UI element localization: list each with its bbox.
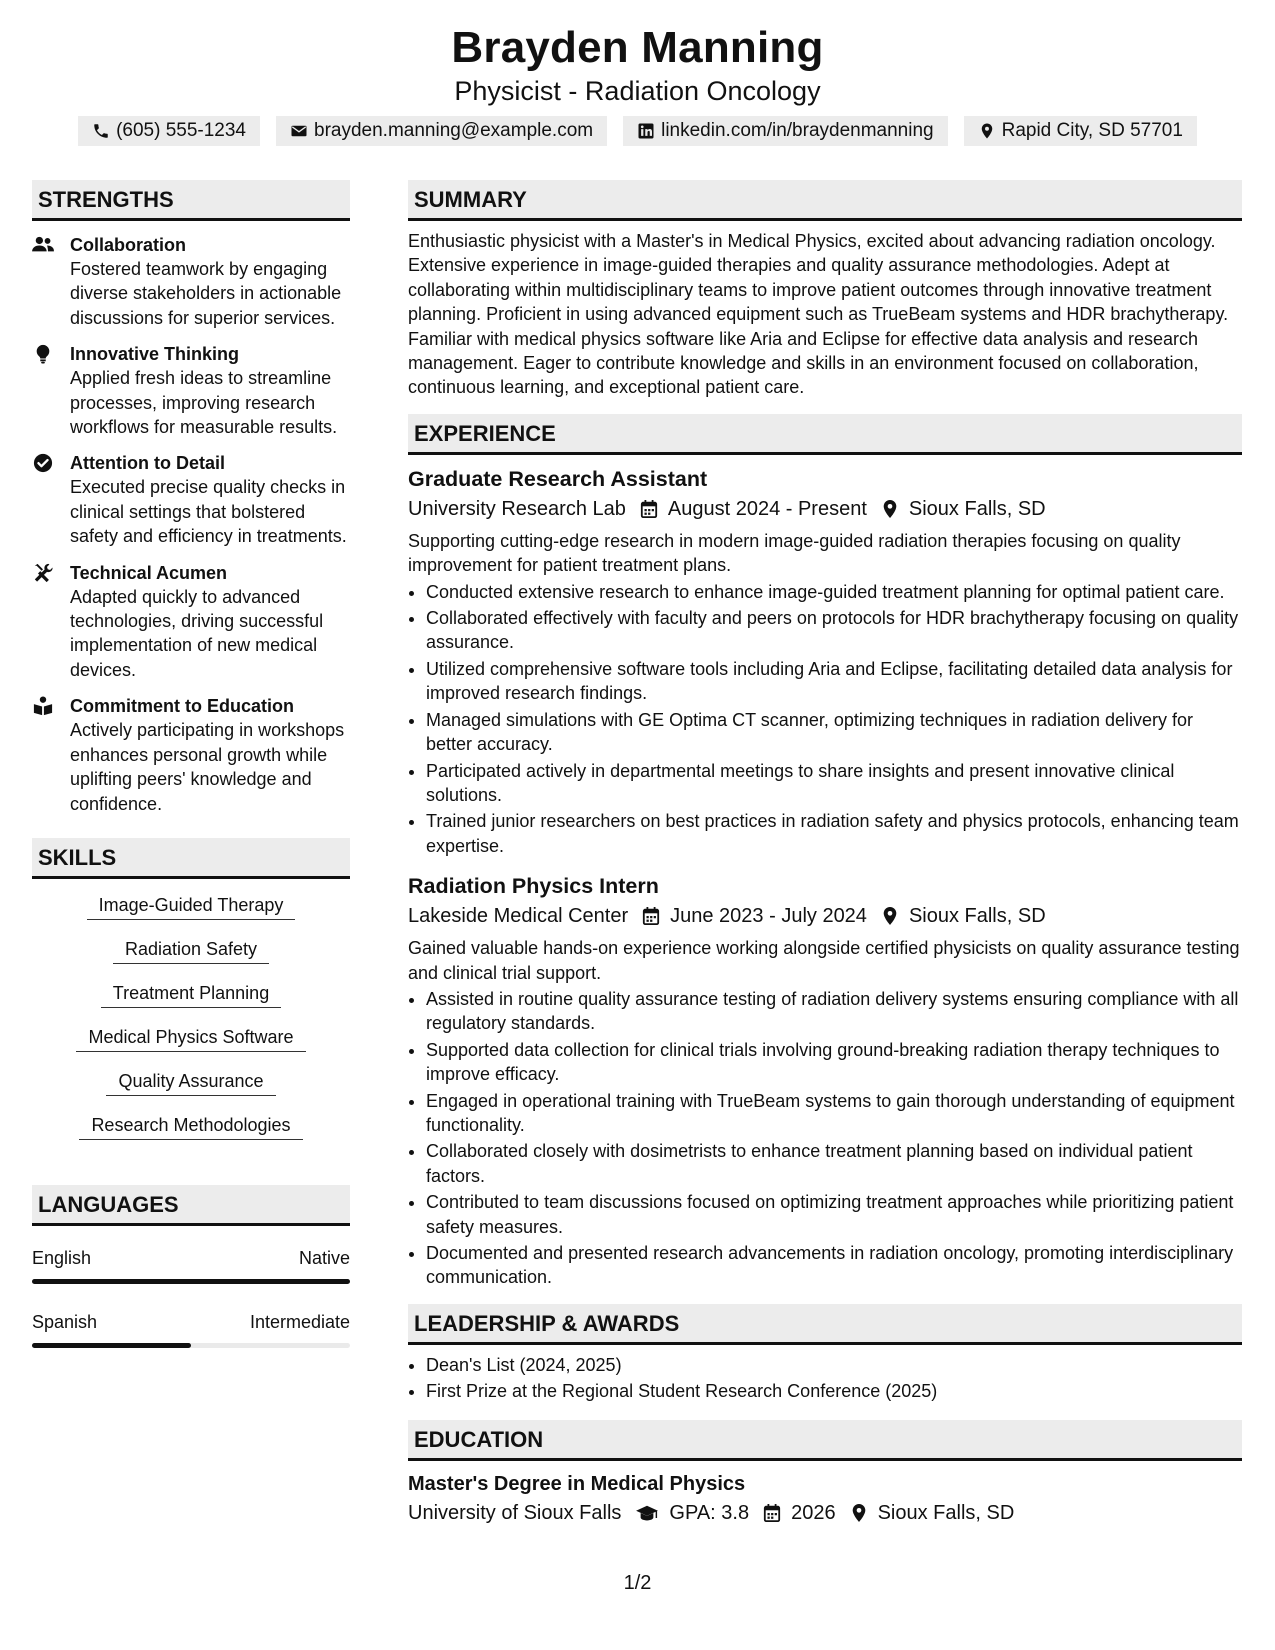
education-meta bbox=[408, 1499, 1242, 1527]
graduation-cap-icon bbox=[635, 1503, 659, 1523]
language-name: Spanish bbox=[32, 1311, 98, 1332]
job-bullet: • Engaged in operational training with TrueBeam systems to gain thorough understanding of equipment functionality. bbox=[426, 1089, 1242, 1138]
language-level: Native bbox=[298, 1247, 350, 1268]
strength-title: Commitment to Education bbox=[70, 696, 294, 717]
strength-title: Innovative Thinking bbox=[70, 344, 240, 365]
language-level: Intermediate bbox=[249, 1311, 350, 1332]
strength-desc: Executed precise quality checks in clinical settings that bolstered safety and efficiency in treatments. bbox=[70, 477, 347, 547]
contact-email-text: brayden.manning@example.com bbox=[314, 120, 594, 141]
candidate-title: Physicist - Radiation Oncology bbox=[454, 76, 821, 106]
page-number: 1/2 bbox=[623, 1572, 652, 1594]
contact-email[interactable] bbox=[276, 116, 607, 146]
contact-phone[interactable] bbox=[78, 116, 260, 146]
job-entry bbox=[408, 465, 1242, 858]
skill-tag: Quality Assurance bbox=[106, 1063, 275, 1096]
strength-desc: Adapted quickly to advanced technologies, driving successful implementation of new medical devices. bbox=[70, 586, 324, 680]
skills-list bbox=[32, 879, 350, 1151]
job-title: Graduate Research Assistant bbox=[408, 466, 708, 491]
job-bullet: • Trained junior researchers on best practices in radiation safety and physics protocols, enhancing team expertise. bbox=[426, 809, 1242, 858]
job-description: Gained valuable hands-on experience working alongside certified physicists on quality assurance testing and clinical trial support. bbox=[408, 938, 1240, 983]
award-item: • First Prize at the Regional Student Research Conference (2025) bbox=[426, 1379, 1242, 1403]
strength-title: Collaboration bbox=[70, 235, 186, 255]
contact-phone-text: (605) 555-1234 bbox=[116, 120, 246, 141]
language-proficiency-fill bbox=[32, 1343, 191, 1348]
language-name: English bbox=[32, 1247, 92, 1268]
job-bullet: • Collaborated effectively with faculty and peers on protocols for HDR brachytherapy focusing on quality assurance. bbox=[426, 606, 1242, 655]
contact-bar bbox=[0, 116, 1275, 146]
skill-tag: Medical Physics Software bbox=[76, 1019, 305, 1052]
contact-location-text: Rapid City, SD 57701 bbox=[1001, 120, 1183, 141]
skill-tag: Radiation Safety bbox=[113, 931, 269, 964]
users-icon bbox=[32, 235, 54, 255]
language-item bbox=[32, 1310, 350, 1348]
book-reader-icon bbox=[32, 696, 54, 716]
job-bullet: • Participated actively in departmental meetings to share insights and present innovative clinical solutions. bbox=[426, 759, 1242, 808]
job-entry bbox=[408, 872, 1242, 1290]
strength-item bbox=[32, 342, 350, 439]
job-dates: August 2024 - Present bbox=[667, 497, 867, 520]
skills-heading: SKILLS bbox=[32, 838, 350, 879]
language-proficiency-bar bbox=[32, 1343, 350, 1348]
job-bullets bbox=[408, 987, 1242, 1290]
phone-icon bbox=[92, 122, 110, 140]
job-title: Radiation Physics Intern bbox=[408, 874, 659, 899]
job-bullet: • Utilized comprehensive software tools including Aria and Eclipse, facilitating detailed data analysis for improved research findings. bbox=[426, 657, 1242, 706]
map-pin-icon bbox=[881, 906, 899, 926]
summary-heading: SUMMARY bbox=[408, 180, 1242, 221]
calendar-icon bbox=[642, 906, 660, 926]
strength-item bbox=[32, 451, 350, 548]
contact-linkedin[interactable] bbox=[623, 116, 948, 146]
strength-item bbox=[32, 694, 350, 816]
skill-tag: Research Methodologies bbox=[79, 1107, 302, 1140]
map-pin-icon bbox=[978, 122, 996, 140]
map-pin-icon bbox=[881, 499, 899, 519]
strength-desc: Fostered teamwork by engaging diverse stakeholders in actionable discussions for superior services. bbox=[70, 259, 342, 328]
awards-list bbox=[408, 1353, 1242, 1404]
job-bullet: • Documented and presented research advancements in radiation oncology, promoting interdisciplinary communication. bbox=[426, 1241, 1242, 1290]
calendar-icon bbox=[640, 499, 658, 519]
award-item: • Dean's List (2024, 2025) bbox=[426, 1353, 1242, 1377]
left-column bbox=[32, 180, 350, 1348]
strength-item bbox=[32, 233, 350, 330]
job-bullet: • Collaborated closely with dosimetrists to enhance treatment planning based on individual patient factors. bbox=[426, 1139, 1242, 1188]
job-bullet: • Conducted extensive research to enhance image-guided treatment planning for optimal patient care. bbox=[426, 580, 1242, 604]
education-heading: EDUCATION bbox=[408, 1420, 1242, 1461]
school-name: University of Sioux Falls bbox=[408, 1501, 622, 1524]
strength-desc: Applied fresh ideas to streamline processes, improving research workflows for measurable results. bbox=[70, 368, 338, 438]
gpa: GPA: 3.8 bbox=[669, 1501, 750, 1524]
calendar-icon bbox=[763, 1503, 781, 1523]
right-column bbox=[408, 180, 1242, 1527]
skill-tag: Image-Guided Therapy bbox=[87, 887, 296, 920]
languages-heading: LANGUAGES bbox=[32, 1185, 350, 1226]
strength-desc: Actively participating in workshops enhances personal growth while uplifting peers' knowledge and confidence. bbox=[70, 720, 345, 814]
strength-title: Technical Acumen bbox=[70, 562, 228, 583]
contact-location bbox=[964, 116, 1197, 146]
summary-text: Enthusiastic physicist with a Master's in Medical Physics, excited about advancing radiation oncology. Extensive experience in image-guided therapies and quality assurance methodologies. Adept at collaborating within multidisciplinary teams to improve patient outcomes through innovative treatment planning. Proficient in using advanced equipment such as TrueBeam systems and HDR brachytherapy. Familiar with medical physics software like Aria and Eclipse for effective data analysis and research management. Eager to contribute knowledge and skills in an environment focused on collaboration, continuous learning, and exceptional patient care. bbox=[408, 231, 1229, 398]
language-proficiency-bar bbox=[32, 1279, 350, 1284]
job-location: Sioux Falls, SD bbox=[908, 497, 1046, 520]
resume-header bbox=[0, 0, 1275, 146]
lightbulb-icon bbox=[32, 344, 54, 364]
experience-heading: EXPERIENCE bbox=[408, 414, 1242, 455]
job-dates: June 2023 - July 2024 bbox=[670, 905, 867, 928]
job-org: University Research Lab bbox=[408, 497, 626, 520]
job-org: Lakeside Medical Center bbox=[408, 905, 629, 928]
graduation-year: 2026 bbox=[791, 1501, 836, 1524]
tools-icon bbox=[32, 563, 54, 583]
language-item bbox=[32, 1246, 350, 1284]
job-meta bbox=[408, 495, 1242, 523]
school-location: Sioux Falls, SD bbox=[877, 1501, 1015, 1524]
awards-heading: LEADERSHIP & AWARDS bbox=[408, 1304, 1242, 1345]
job-description: Supporting cutting-edge research in modern image-guided radiation therapies focusing on quality improvement for patient treatment plans. bbox=[408, 530, 1181, 576]
check-circle-icon bbox=[32, 453, 54, 473]
candidate-name: Brayden Manning bbox=[451, 23, 824, 72]
map-pin-icon bbox=[850, 1503, 868, 1523]
job-bullet: • Assisted in routine quality assurance testing of radiation delivery systems ensuring compliance with all regulatory standards. bbox=[426, 987, 1242, 1036]
contact-linkedin-text: linkedin.com/in/braydenmanning bbox=[661, 120, 934, 141]
job-bullet: • Contributed to team discussions focused on optimizing treatment approaches while prioritizing patient safety measures. bbox=[426, 1190, 1242, 1239]
degree-title: Master's Degree in Medical Physics bbox=[408, 1472, 746, 1495]
job-meta bbox=[408, 902, 1242, 930]
skill-tag: Treatment Planning bbox=[101, 975, 281, 1008]
strengths-heading: STRENGTHS bbox=[32, 180, 350, 221]
job-bullet: • Supported data collection for clinical trials involving ground-breaking radiation therapy techniques to improve efficacy. bbox=[426, 1038, 1242, 1087]
envelope-icon bbox=[290, 122, 308, 140]
job-location: Sioux Falls, SD bbox=[908, 905, 1046, 928]
job-bullets bbox=[408, 580, 1242, 858]
strength-item bbox=[32, 561, 350, 683]
strength-title: Attention to Detail bbox=[70, 453, 225, 474]
job-bullet: • Managed simulations with GE Optima CT scanner, optimizing techniques in radiation delivery for better accuracy. bbox=[426, 708, 1242, 757]
language-proficiency-fill bbox=[32, 1279, 350, 1284]
linkedin-icon bbox=[637, 122, 655, 140]
